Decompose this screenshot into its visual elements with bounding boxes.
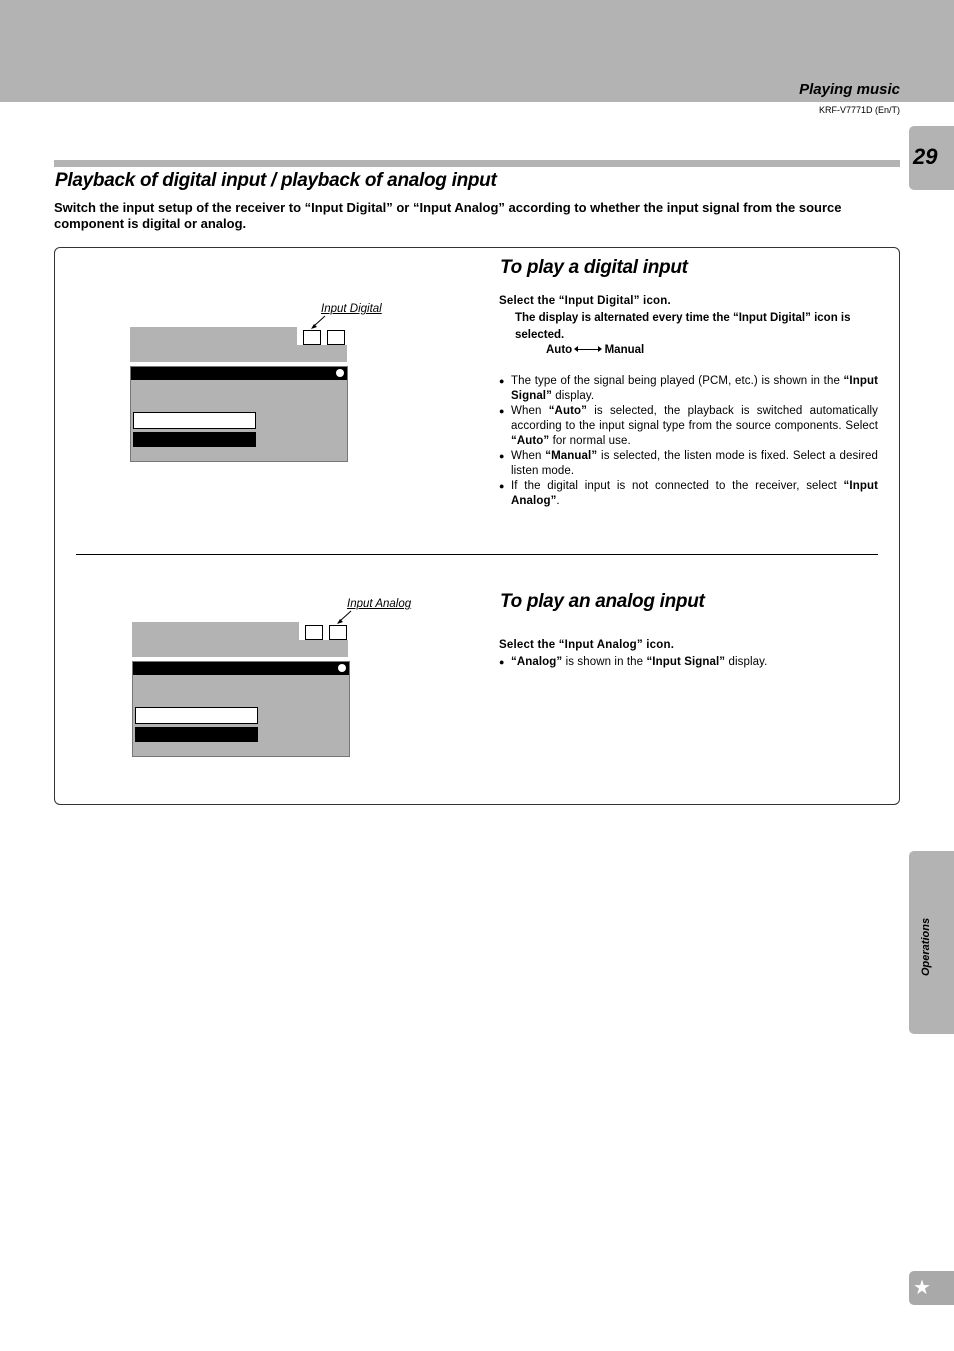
digital-bullets: [499, 374, 878, 509]
list-item: ● The type of the signal being played (PCM, etc.) is shown in the “Input Signal” display.: [499, 374, 878, 404]
indicator-dot: [338, 664, 346, 672]
star-tab: [909, 1271, 954, 1305]
auto-field: [135, 707, 258, 724]
digital-step: Select the “Input Digital” icon.: [499, 295, 671, 307]
input-analog-callout: Input Analog: [347, 598, 412, 610]
analog-step: Select the “Input Analog” icon.: [499, 639, 675, 651]
mode-toggle: [546, 344, 644, 356]
list-item: ● If the digital input is not connected to the receiver, select “Input Analog”.: [499, 479, 878, 509]
input-digital-icon[interactable]: [303, 330, 321, 345]
list-item: ● “Analog” is shown in the “Input Signal” display.: [499, 655, 878, 670]
title-rule: [54, 160, 900, 167]
operations-label: Operations: [920, 917, 932, 976]
input-analog-icon[interactable]: [329, 625, 347, 640]
input-digital-callout: Input Digital: [321, 303, 382, 315]
callout-leader: [334, 610, 354, 626]
digital-heading: To play a digital input: [500, 257, 688, 278]
auto-label: Auto: [546, 344, 573, 356]
input-digital-icon[interactable]: [305, 625, 323, 640]
section-label: Playing music: [799, 81, 900, 98]
section-divider: [76, 554, 878, 555]
intro-paragraph: Switch the input setup of the receiver to “Input Digital” or “Input Analog” according to whether the input signal from the source component is digital or analog.: [54, 200, 842, 231]
model-code: KRF-V7771D (En/T): [818, 105, 900, 115]
star-icon: ★: [913, 1277, 931, 1299]
callout-leader: [308, 315, 328, 331]
manual-field: [133, 432, 256, 447]
analog-bullets: [499, 655, 878, 670]
manual-label: Manual: [604, 344, 645, 356]
operations-tab: [909, 851, 954, 1034]
auto-field: [133, 412, 256, 429]
list-item: ● When “Manual” is selected, the listen mode is fixed. Select a desired listen mode.: [499, 449, 878, 479]
double-arrow-icon: [577, 349, 599, 350]
screen-title-bar: [131, 367, 347, 380]
page-number-tab: [909, 126, 954, 190]
page-title: Playback of digital input / playback of analog input: [55, 170, 497, 191]
screen-title-bar: [133, 662, 349, 675]
indicator-dot: [336, 369, 344, 377]
list-item: ● When “Auto” is selected, the playback is switched automatically according to the input signal type from the source components. Select “Auto” for normal use.: [499, 404, 878, 449]
manual-field: [135, 727, 258, 742]
digital-sub: The display is alternated every time the “Input Digital” icon is selected.: [515, 312, 851, 341]
page-number: 29: [913, 144, 938, 169]
analog-heading: To play an analog input: [500, 591, 705, 612]
input-analog-icon[interactable]: [327, 330, 345, 345]
